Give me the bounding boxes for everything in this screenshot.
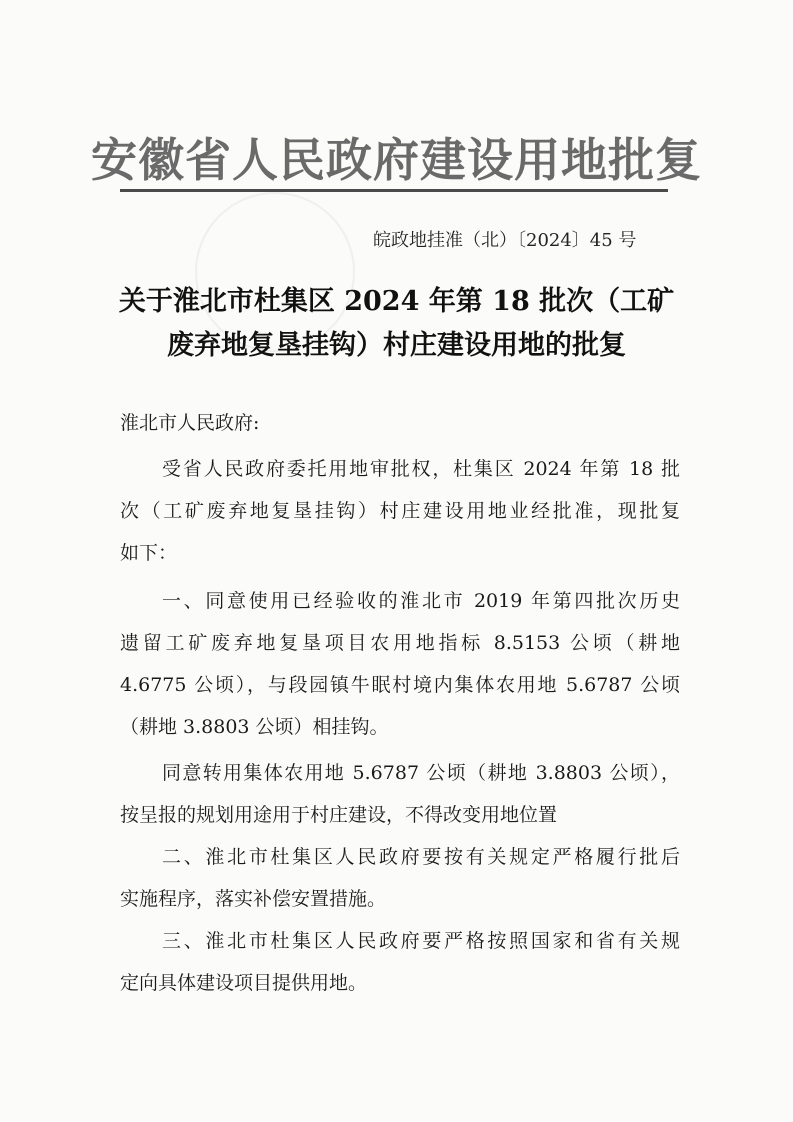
paragraph-line: 定向具体建设项目提供用地。 xyxy=(120,972,368,994)
paragraph-line: 受省人民政府委托用地审批权，杜集区 2024 年第 18 批 xyxy=(162,458,680,480)
document-header-title: 安徽省人民政府建设用地批复 xyxy=(91,133,702,187)
paragraph-item-1 xyxy=(120,580,680,748)
paragraph-line: 遗留工矿废弃地复垦项目农用地指标 8.5153 公顷（耕地 xyxy=(120,632,680,654)
paragraph-line: 按呈报的规划用途用于村庄建设，不得改变用地位置 xyxy=(120,804,558,826)
paragraph-intro xyxy=(120,448,680,574)
paragraph-item-1b xyxy=(120,752,680,836)
paragraph-line: 同意转用集体农用地 5.6787 公顷（耕地 3.8803 公顷）， xyxy=(162,762,680,784)
paragraph-line: 一、同意使用已经验收的淮北市 2019 年第四批次历史 xyxy=(162,590,680,612)
paragraph-item-2 xyxy=(120,836,680,920)
header-divider xyxy=(120,189,668,192)
document-title-line: 关于淮北市杜集区 2024 年第 18 批次（工矿 xyxy=(118,286,675,317)
document-title xyxy=(0,280,793,368)
paragraph-line: 三、淮北市杜集区人民政府要严格按照国家和省有关规 xyxy=(162,930,680,952)
paragraph-line: 如下： xyxy=(120,542,178,564)
paragraph-line: 二、淮北市杜集区人民政府要按有关规定严格履行批后 xyxy=(162,846,680,868)
paragraph-line: 次（工矿废弃地复垦挂钩）村庄建设用地业经批准，现批复 xyxy=(120,500,680,522)
document-title-line: 废弃地复垦挂钩）村庄建设用地的批复 xyxy=(167,330,626,361)
paragraph-line: 实施程序，落实补偿安置措施。 xyxy=(120,888,387,910)
paragraph-line: （耕地 3.8803 公顷）相挂钩。 xyxy=(120,716,389,738)
paragraph-line: 4.6775 公顷），与段园镇牛眠村境内集体农用地 5.6787 公顷 xyxy=(120,674,680,696)
paragraph-item-3 xyxy=(120,920,680,1004)
salutation: 淮北市人民政府: xyxy=(120,412,260,434)
document-number: 皖政地挂准（北）〔2024〕45 号 xyxy=(373,230,637,251)
